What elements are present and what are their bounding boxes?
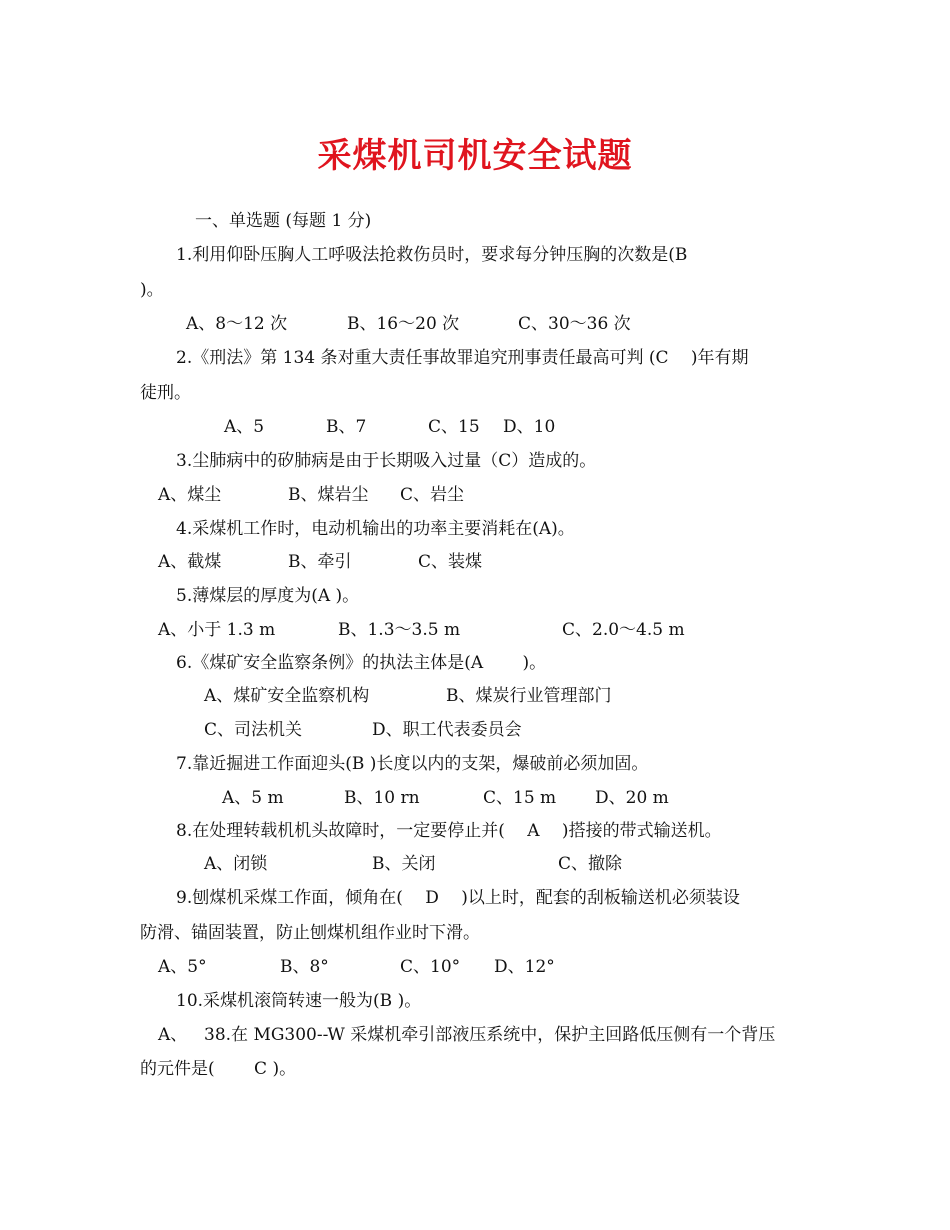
question-1-line-1: 1.利用仰卧压胸人工呼吸法抢救伤员时，要求每分钟压胸的次数是(B [176,245,688,265]
question-7-line-1: 7.靠近掘进工作面迎头(B )长度以内的支架，爆破前必须加固。 [176,754,649,774]
question-9-option-b: B、8° [280,957,329,977]
question-2-option-d: D、10 [503,417,556,437]
question-6-option-a: A、煤矿安全监察机构 [204,686,370,706]
tail-prefix: A、 [158,1025,188,1045]
question-8-line-1: 8.在处理转载机机头故障时，一定要停止并( A )搭接的带式输送机。 [176,821,722,841]
tail-line-1: 38.在 MG300--W 采煤机牵引部液压系统中，保护主回路低压侧有一个背压 [204,1025,776,1045]
question-7-option-b: B、10 rn [344,788,420,808]
question-7-option-d: D、20 m [595,788,669,808]
question-8-option-c: C、撤除 [558,854,623,874]
question-1-option-b: B、16～20 次 [347,314,460,334]
question-6-option-c: C、司法机关 [204,720,303,740]
question-5-option-a: A、小于 1.3 m [158,620,276,640]
question-3-option-b: B、煤岩尘 [288,485,369,505]
question-3-line-1: 3.尘肺病中的矽肺病是由于长期吸入过量（C）造成的。 [176,451,597,471]
question-10-line-1: 10.采煤机滚筒转速一般为(B )。 [176,991,422,1011]
question-2-line-2: 徒刑。 [140,383,191,403]
question-2-option-c: C、15 [428,417,480,437]
question-2-option-b: B、7 [326,417,367,437]
question-1-line-2: )。 [140,280,164,300]
question-4-option-a: A、截煤 [158,552,222,572]
question-6-option-d: D、职工代表委员会 [372,720,522,740]
question-8-option-a: A、闭锁 [204,854,268,874]
question-4-option-c: C、装煤 [418,552,483,572]
question-9-line-2: 防滑、锚固装置，防止刨煤机组作业时下滑。 [140,923,480,943]
question-9-option-a: A、5° [158,957,207,977]
question-1-option-a: A、8～12 次 [186,314,288,334]
question-7-option-a: A、5 m [222,788,284,808]
section-heading: 一、单选题 (每题 1 分) [195,211,372,231]
question-5-line-1: 5.薄煤层的厚度为(A )。 [176,586,360,606]
question-1-option-c: C、30～36 次 [518,314,631,334]
question-5-option-b: B、1.3～3.5 m [338,620,461,640]
question-9-option-c: C、10° [400,957,461,977]
question-3-option-c: C、岩尘 [400,485,465,505]
question-4-option-b: B、牵引 [288,552,352,572]
question-9-option-d: D、12° [494,957,555,977]
question-3-option-a: A、煤尘 [158,485,222,505]
question-7-option-c: C、15 m [483,788,557,808]
question-2-option-a: A、5 [224,417,265,437]
question-6-option-b: B、煤炭行业管理部门 [446,686,612,706]
question-9-line-1: 9.刨煤机采煤工作面，倾角在( D )以上时，配套的刮板输送机必须装设 [176,888,740,908]
question-5-option-c: C、2.0～4.5 m [562,620,685,640]
page-title: 采煤机司机安全试题 [317,136,633,176]
question-6-line-1: 6.《煤矿安全监察条例》的执法主体是(A )。 [176,653,547,673]
tail-line-2: 的元件是( C )。 [140,1059,297,1079]
question-8-option-b: B、关闭 [372,854,436,874]
question-2-line-1: 2.《刑法》第 134 条对重大责任事故罪追究刑事责任最高可判 (C )年有期 [176,348,749,368]
question-4-line-1: 4.采煤机工作时，电动机输出的功率主要消耗在(A)。 [176,519,575,539]
